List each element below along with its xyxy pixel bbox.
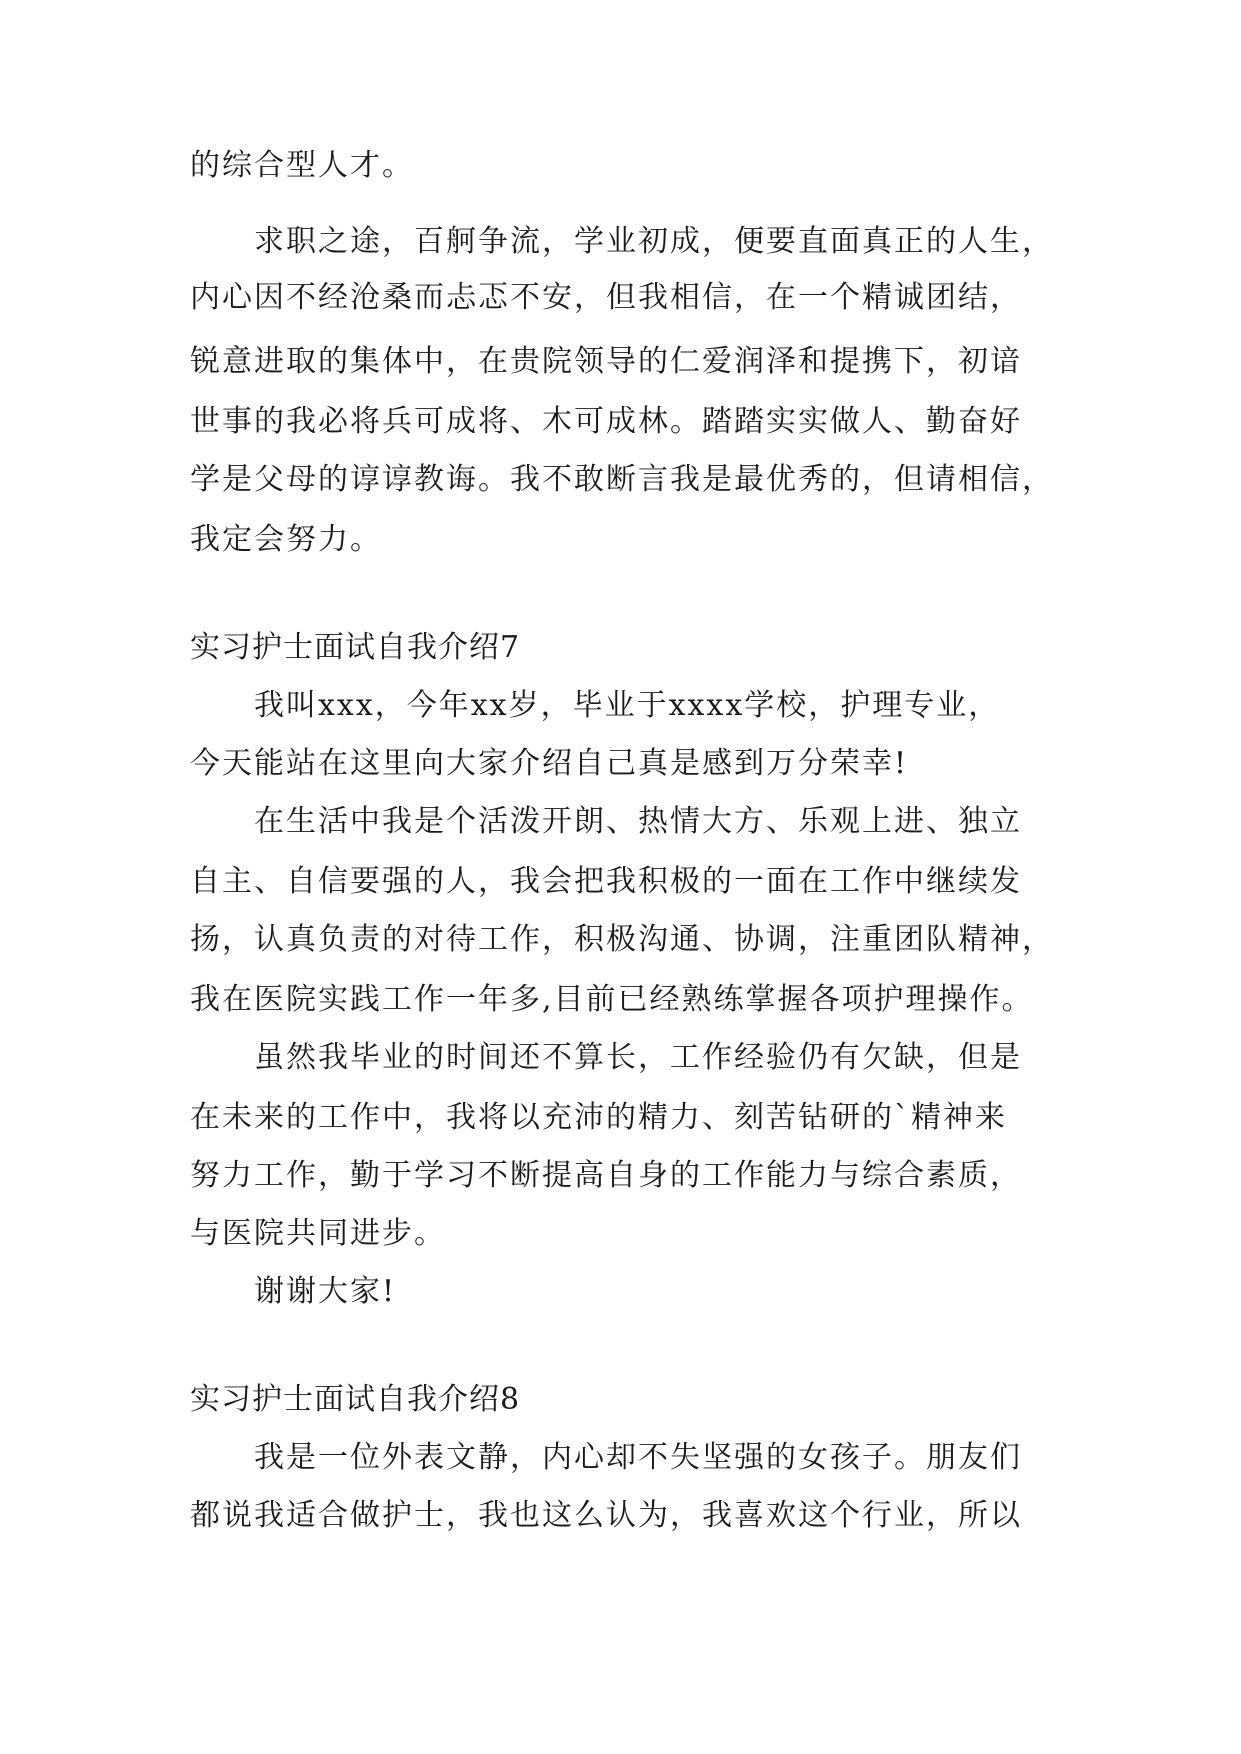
text-line: 努力工作，勤于学习不断提高自身的工作能力与综合素质，	[190, 1158, 1022, 1193]
section-heading: 实习护士面试自我介绍7	[190, 630, 521, 665]
text-line: 谢谢大家!	[254, 1274, 397, 1309]
text-line: 在生活中我是个活泼开朗、热情大方、乐观上进、独立	[254, 804, 1022, 839]
text-line: 我在医院实践工作一年多,目前已经熟练掌握各项护理操作。	[190, 982, 1034, 1017]
text-line: 求职之途，百舸争流，学业初成，便要直面真正的人生，	[254, 224, 1054, 259]
text-line: 我叫xxx，今年xx岁，毕业于xxxx学校，护理专业，	[254, 688, 1001, 723]
text-line: 世事的我必将兵可成将、木可成林。踏踏实实做人、勤奋好	[190, 404, 1022, 439]
section-heading: 实习护士面试自我介绍8	[190, 1382, 521, 1417]
text-line: 的综合型人才。	[190, 148, 414, 183]
text-line: 学是父母的谆谆教诲。我不敢断言我是最优秀的，但请相信，	[190, 462, 1054, 497]
text-line: 虽然我毕业的时间还不算长，工作经验仍有欠缺，但是	[254, 1040, 1022, 1075]
text-line: 在未来的工作中，我将以充沛的精力、刻苦钻研的`精神来	[190, 1100, 1007, 1135]
text-line: 自主、自信要强的人，我会把我积极的一面在工作中继续发	[190, 864, 1022, 899]
text-line: 扬，认真负责的对待工作，积极沟通、协调，注重团队精神，	[190, 922, 1054, 957]
text-line: 我定会努力。	[190, 522, 382, 557]
text-line: 我是一位外表文静，内心却不失坚强的女孩子。朋友们	[254, 1440, 1022, 1475]
text-line: 今天能站在这里向大家介绍自己真是感到万分荣幸!	[190, 746, 909, 781]
text-line: 内心因不经沧桑而忐忑不安，但我相信，在一个精诚团结，	[190, 280, 1022, 315]
text-line: 都说我适合做护士，我也这么认为，我喜欢这个行业，所以	[190, 1498, 1022, 1533]
text-line: 与医院共同进步。	[190, 1216, 446, 1251]
text-line: 锐意进取的集体中，在贵院领导的仁爱润泽和提携下，初谙	[190, 344, 1022, 379]
